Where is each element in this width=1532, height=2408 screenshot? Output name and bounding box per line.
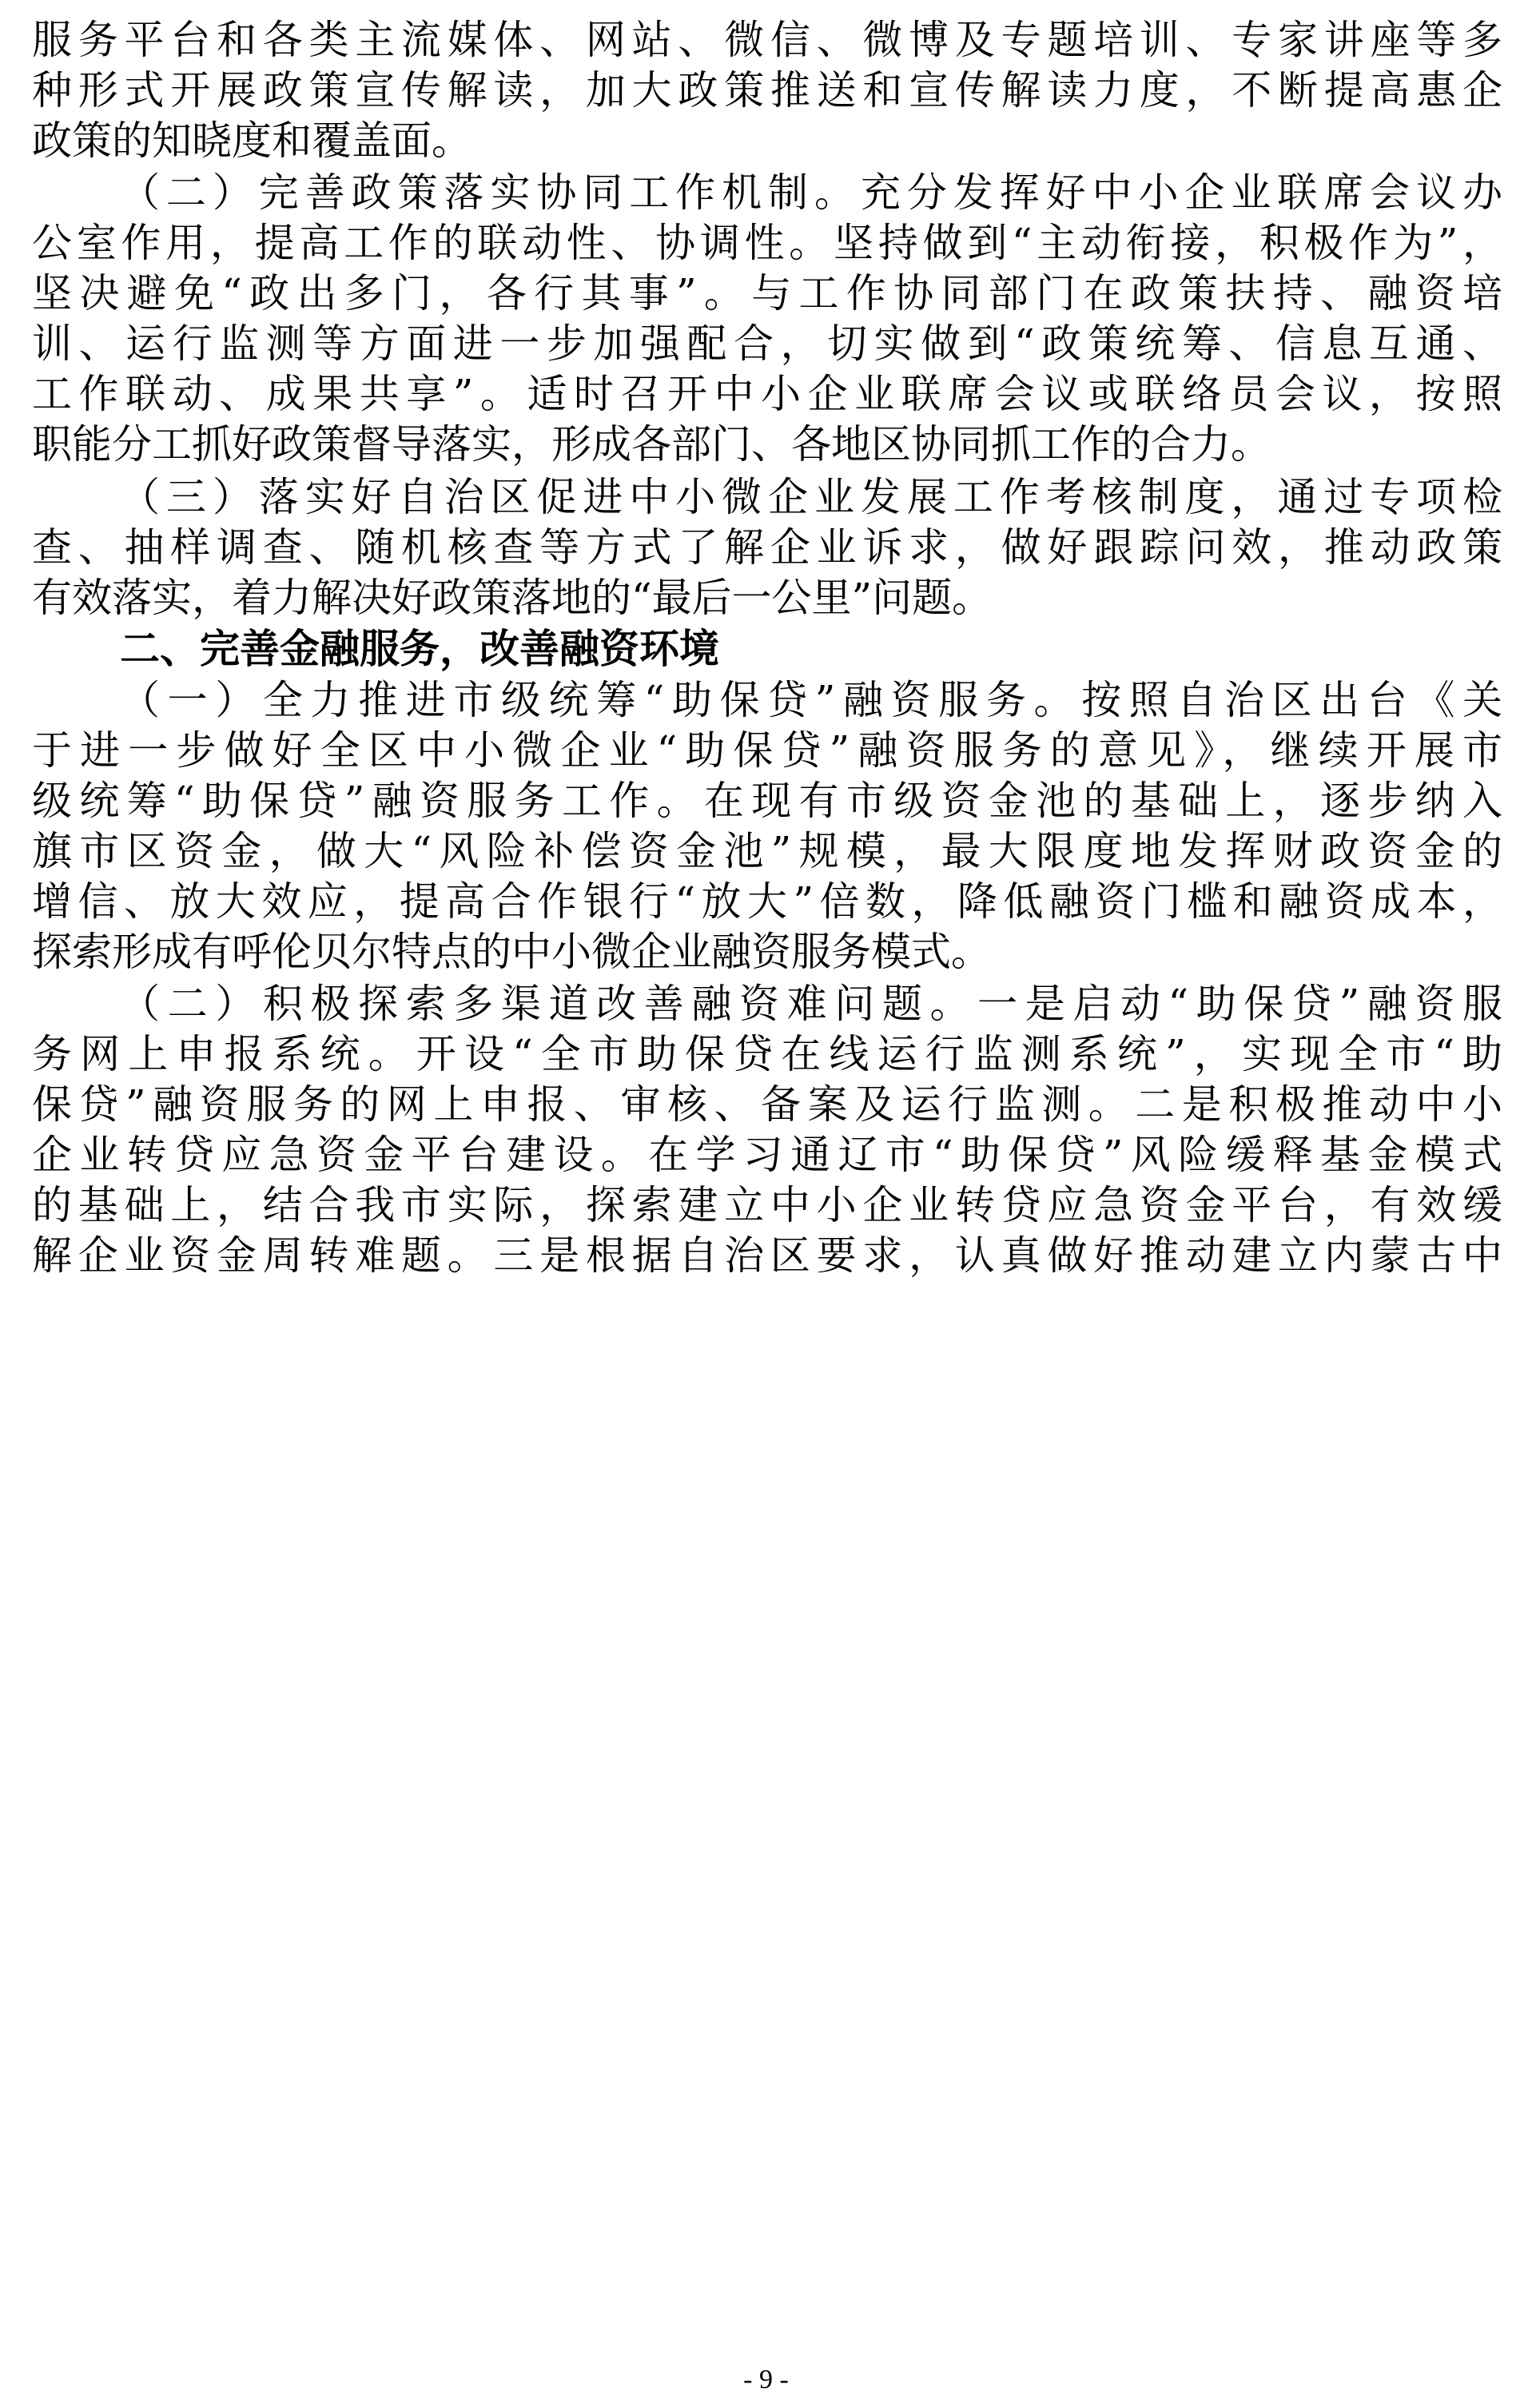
body-text-line: 训、运行监测等方面进一步加强配合，切实做到“政策统筹、信息互通、 [32,320,1502,367]
body-text-line: 职能分工抓好政策督导落实，形成各部门、各地区协同抓工作的合力。 [32,421,1271,468]
body-text-line: 保贷”融资服务的网上申报、审核、备案及运行监测。二是积极推动中小 [32,1081,1502,1128]
body-text-line: 探索形成有呼伦贝尔特点的中小微企业融资服务模式。 [32,929,991,975]
body-text-line: （三）落实好自治区促进中小微企业发展工作考核制度，通过专项检 [120,474,1502,520]
body-text-line: （二）积极探索多渠道改善融资难问题。一是启动“助保贷”融资服 [120,981,1502,1027]
body-text-line: 旗市区资金，做大“风险补偿资金池”规模，最大限度地发挥财政资金的 [32,828,1502,874]
body-text-line: 增信、放大效应，提高合作银行“放大”倍数，降低融资门槛和融资成本， [32,878,1502,925]
body-text-line: 于进一步做好全区中小微企业“助保贷”融资服务的意见》，继续开展市 [32,727,1502,774]
body-text-line: 政策的知晓度和覆盖面。 [32,117,472,164]
body-text-line: 级统筹“助保贷”融资服务工作。在现有市级资金池的基础上，逐步纳入 [32,778,1502,824]
page-number: - 9 - [743,2365,789,2394]
body-text-line: 公室作用，提高工作的联动性、协调性。坚持做到“主动衔接，积极作为”， [32,220,1502,266]
body-text-line: （一）全力推进市级统筹“助保贷”融资服务。按照自治区出台《关 [120,677,1502,723]
body-text-line: 查、抽样调查、随机核查等方式了解企业诉求，做好跟踪问效，推动政策 [32,524,1502,571]
body-text-line: 种形式开展政策宣传解读，加大政策推送和宣传解读力度，不断提高惠企 [32,67,1502,113]
body-text-line: 有效落实，着力解决好政策落地的“最后一公里”问题。 [32,575,993,621]
body-text-line: 企业转贷应急资金平台建设。在学习通辽市“助保贷”风险缓释基金模式 [32,1132,1502,1178]
body-text-line: 服务平台和各类主流媒体、网站、微信、微博及专题培训、专家讲座等多 [32,17,1502,63]
body-text-line: 的基础上，结合我市实际，探索建立中小企业转贷应急资金平台，有效缓 [32,1182,1502,1228]
body-text-line: （二）完善政策落实协同工作机制。充分发挥好中小企业联席会议办 [120,169,1502,216]
body-text-line: 工作联动、成果共享”。适时召开中小企业联席会议或联络员会议，按照 [32,371,1502,417]
body-text-line: 坚决避免“政出多门，各行其事”。与工作协同部门在政策扶持、融资培 [32,270,1502,316]
body-text-line: 务网上申报系统。开设“全市助保贷在线运行监测系统”，实现全市“助 [32,1031,1502,1077]
section-heading: 二、完善金融服务，改善融资环境 [120,626,719,672]
body-text-line: 解企业资金周转难题。三是根据自治区要求，认真做好推动建立内蒙古中 [32,1232,1502,1279]
